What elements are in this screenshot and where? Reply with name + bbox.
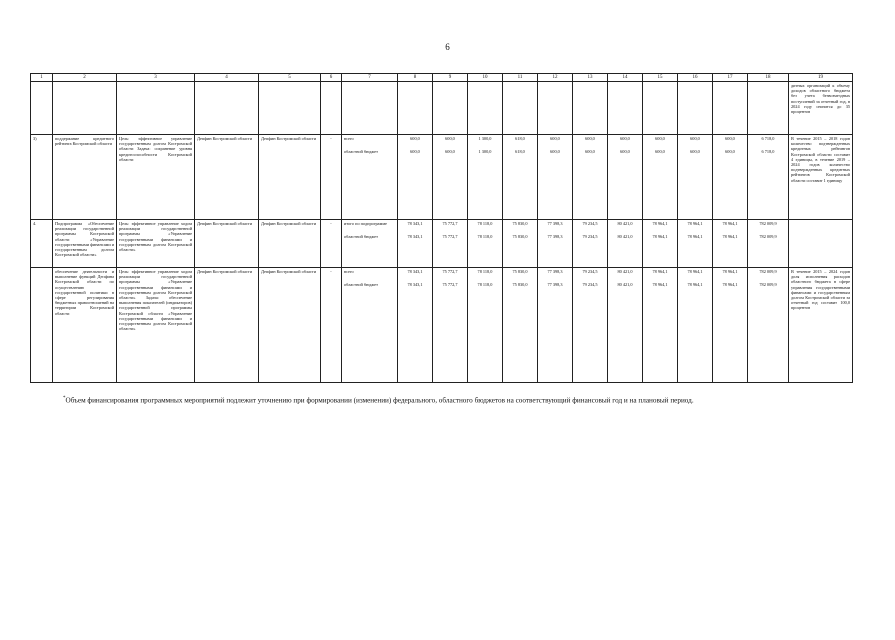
amount-value: 75 772,7 <box>442 269 458 274</box>
amount-value: 80 421,0 <box>617 282 633 288</box>
amount-value: 600,0 <box>725 149 735 155</box>
amount-value: 1 300,0 <box>478 149 492 155</box>
col6-cell: - <box>321 220 342 268</box>
column-number: 4 <box>195 74 259 82</box>
amount-cell <box>713 268 748 383</box>
amount-cell <box>608 268 643 383</box>
page-number: 6 <box>445 42 450 52</box>
amount-value: 77 398,3 <box>547 221 563 226</box>
amount-cell <box>573 268 608 383</box>
amount-value: 6 718,0 <box>761 149 775 155</box>
activity-name-cell: обеспечение деятельности и выполнение функций Депфина Костромской области по осуществлению государственной политики в сфере регулирования бюджетных правоотношений на территории Костромской области <box>53 268 117 383</box>
amount-value: 79 234,5 <box>582 282 598 288</box>
financing-table <box>30 73 853 383</box>
footnote <box>63 396 694 404</box>
amount-cell <box>538 135 573 220</box>
funding-source-cell <box>342 135 398 220</box>
column-number: 12 <box>538 74 573 82</box>
amount-value: 78 964,1 <box>652 221 668 226</box>
amount-value: 79 234,5 <box>582 234 598 240</box>
amount-cell <box>433 268 468 383</box>
amount-value: 6 718,0 <box>761 136 775 141</box>
funding-source: всего <box>344 136 354 141</box>
amount-value: 600,0 <box>550 149 560 155</box>
goal-cell: Цель: эффективное управление ходом реализации государственной программы «Управление государственными финансами и государственным долгом Костромской области» <box>117 220 195 268</box>
amount-value: 75 772,7 <box>442 282 458 288</box>
funding-source: итого по подпрограмме <box>344 221 387 226</box>
activity-name-cell: поддержание кредитного рейтинга Костромской области <box>53 135 117 220</box>
table-row <box>31 135 853 220</box>
amount-value: 75 830,0 <box>512 234 528 240</box>
amount-value: 600,0 <box>410 136 420 141</box>
amount-cell <box>713 220 748 268</box>
amount-value: 618,0 <box>515 136 525 141</box>
amount-cell <box>678 135 713 220</box>
amount-cell <box>538 220 573 268</box>
amount-value: 78 964,1 <box>652 269 668 274</box>
amount-value: 79 234,5 <box>582 221 598 226</box>
amount-value: 78 964,1 <box>687 234 703 240</box>
coordinator-cell: Депфин Костромской области <box>195 220 259 268</box>
table-row <box>31 220 853 268</box>
column-number: 1 <box>31 74 53 82</box>
funding-source: всего <box>344 269 354 274</box>
amount-value: 782 009,9 <box>759 282 777 288</box>
amount-cell <box>748 268 789 383</box>
amount-value: 78 964,1 <box>722 234 738 240</box>
amount-value: 78 964,1 <box>687 282 703 288</box>
amount-cell <box>398 220 433 268</box>
executor-cell: Депфин Костромской области <box>259 268 321 383</box>
amount-value: 600,0 <box>655 149 665 155</box>
amount-value: 600,0 <box>585 149 595 155</box>
continuation-row <box>31 82 853 135</box>
goal-cell: Цель: эффективное управление ходом реализации государственной программы «Управление государственными финансами и государственным долгом Костромской области» Задача: обеспечение выполнения показателей (индикаторов) государственной программы Костромской области «Управление государственными финансами и государственным долгом Костромской области» <box>117 268 195 383</box>
amount-cell <box>433 220 468 268</box>
amount-value: 77 398,3 <box>547 269 563 274</box>
executor-cell: Депфин Костромской области <box>259 220 321 268</box>
goal-cell: Цель: эффективное управление государственным долгом Костромской области Задача: сохранение уровня кредитоспособности Костромской области <box>117 135 195 220</box>
amount-cell <box>678 268 713 383</box>
amount-value: 78 964,1 <box>652 234 668 240</box>
amount-cell <box>503 135 538 220</box>
funding-source: областной бюджет <box>344 149 378 155</box>
funding-source: областной бюджет <box>344 234 378 240</box>
amount-cell <box>643 220 678 268</box>
amount-value: 78 118,0 <box>477 269 493 274</box>
amount-value: 78 964,1 <box>687 269 703 274</box>
column-number: 10 <box>468 74 503 82</box>
amount-cell <box>748 135 789 220</box>
column-number: 13 <box>573 74 608 82</box>
column-number: 7 <box>342 74 398 82</box>
amount-value: 78 964,1 <box>722 221 738 226</box>
amount-value: 782 009,9 <box>759 269 777 274</box>
amount-value: 75 772,7 <box>442 234 458 240</box>
amount-cell <box>573 135 608 220</box>
executor-cell: Депфин Костромской области <box>259 135 321 220</box>
amount-cell <box>643 135 678 220</box>
amount-value: 80 421,0 <box>617 234 633 240</box>
amount-value: 78 964,1 <box>652 282 668 288</box>
amount-value: 1 300,0 <box>478 136 492 141</box>
amount-cell <box>713 135 748 220</box>
amount-value: 600,0 <box>655 136 665 141</box>
amount-value: 78 118,0 <box>477 282 493 288</box>
column-number: 6 <box>321 74 342 82</box>
column-number: 18 <box>748 74 789 82</box>
note-cell: В течение 2015 – 2024 годов доля исполнения расходов областного бюджета в сфере управления государственными финансами и государственным долгом Костромской области за отчетный год составит 100,0 процентов <box>789 268 853 383</box>
amount-value: 75 830,0 <box>512 221 528 226</box>
amount-cell <box>503 268 538 383</box>
amount-cell <box>468 268 503 383</box>
column-number: 14 <box>608 74 643 82</box>
amount-value: 600,0 <box>620 136 630 141</box>
amount-cell <box>538 268 573 383</box>
amount-value: 600,0 <box>620 149 630 155</box>
amount-value: 600,0 <box>445 149 455 155</box>
column-number: 8 <box>398 74 433 82</box>
amount-value: 77 398,3 <box>547 234 563 240</box>
amount-value: 77 398,3 <box>547 282 563 288</box>
amount-value: 75 772,7 <box>442 221 458 226</box>
funding-source-cell <box>342 268 398 383</box>
funding-source: областной бюджет <box>344 282 378 288</box>
amount-cell <box>503 220 538 268</box>
amount-value: 78 964,1 <box>722 282 738 288</box>
amount-cell <box>398 135 433 220</box>
column-number: 5 <box>259 74 321 82</box>
footnote-text: Объем финансирования программных мероприятий подлежит уточнению при формировании (изменении) федерального, областного бюджетов на соответствующий финансовый год и на плановый период. <box>65 396 694 405</box>
row-number-cell: 4. <box>31 220 53 268</box>
col6-cell: - <box>321 135 342 220</box>
activity-name-cell: Подпрограмма «Обеспечение реализации государственной программы Костромской области «Управление государственными финансами и государственным долгом Костромской области» <box>53 220 117 268</box>
column-number: 15 <box>643 74 678 82</box>
column-number: 3 <box>117 74 195 82</box>
amount-value: 600,0 <box>690 149 700 155</box>
table-row <box>31 268 853 383</box>
amount-cell <box>608 220 643 268</box>
column-number-row <box>31 74 853 82</box>
amount-value: 75 830,0 <box>512 269 528 274</box>
coordinator-cell: Депфин Костромской области <box>195 268 259 383</box>
footnote-mark: * <box>63 396 66 401</box>
amount-value: 78 964,1 <box>687 221 703 226</box>
column-number: 19 <box>789 74 853 82</box>
funding-source-cell <box>342 220 398 268</box>
col6-cell: - <box>321 268 342 383</box>
amount-value: 782 009,9 <box>759 234 777 240</box>
amount-value: 600,0 <box>725 136 735 141</box>
coordinator-cell: Депфин Костромской области <box>195 135 259 220</box>
amount-value: 600,0 <box>585 136 595 141</box>
amount-value: 78 343,1 <box>407 221 423 226</box>
amount-cell <box>678 220 713 268</box>
amount-value: 80 421,0 <box>617 269 633 274</box>
amount-value: 618,0 <box>515 149 525 155</box>
amount-value: 79 234,5 <box>582 269 598 274</box>
amount-value: 78 343,1 <box>407 234 423 240</box>
column-number: 16 <box>678 74 713 82</box>
column-number: 9 <box>433 74 468 82</box>
row-number-cell: 3) <box>31 135 53 220</box>
note-cell <box>789 220 853 268</box>
row-number-cell <box>31 268 53 383</box>
amount-cell <box>573 220 608 268</box>
amount-value: 78 964,1 <box>722 269 738 274</box>
amount-value: 600,0 <box>445 136 455 141</box>
note-cell: В течение 2015 – 2018 годов количество подтвержденных кредитных рейтингов Костромской области составит 4 единицы, в течение 2019 – 2024 годов количество подтвержденных кредитных рейтингов Костромской области составит 1 единицу <box>789 135 853 220</box>
amount-value: 600,0 <box>410 149 420 155</box>
amount-value: 782 009,9 <box>759 221 777 226</box>
amount-value: 600,0 <box>690 136 700 141</box>
amount-value: 600,0 <box>550 136 560 141</box>
column-number: 17 <box>713 74 748 82</box>
amount-cell <box>468 135 503 220</box>
amount-value: 75 830,0 <box>512 282 528 288</box>
amount-value: 78 118,0 <box>477 234 493 240</box>
amount-cell <box>748 220 789 268</box>
amount-value: 78 343,1 <box>407 269 423 274</box>
amount-value: 78 118,0 <box>477 221 493 226</box>
amount-cell <box>398 268 433 383</box>
column-number: 11 <box>503 74 538 82</box>
amount-value: 78 343,1 <box>407 282 423 288</box>
column-number: 2 <box>53 74 117 82</box>
note-cell: дитных организаций к объему доходов областного бюджета без учета безвозмездных поступлений за отчетный год, в 2024 году снизится до 35 процентов <box>789 82 853 135</box>
amount-value: 80 421,0 <box>617 221 633 226</box>
amount-cell <box>433 135 468 220</box>
amount-cell <box>608 135 643 220</box>
amount-cell <box>643 268 678 383</box>
amount-cell <box>468 220 503 268</box>
